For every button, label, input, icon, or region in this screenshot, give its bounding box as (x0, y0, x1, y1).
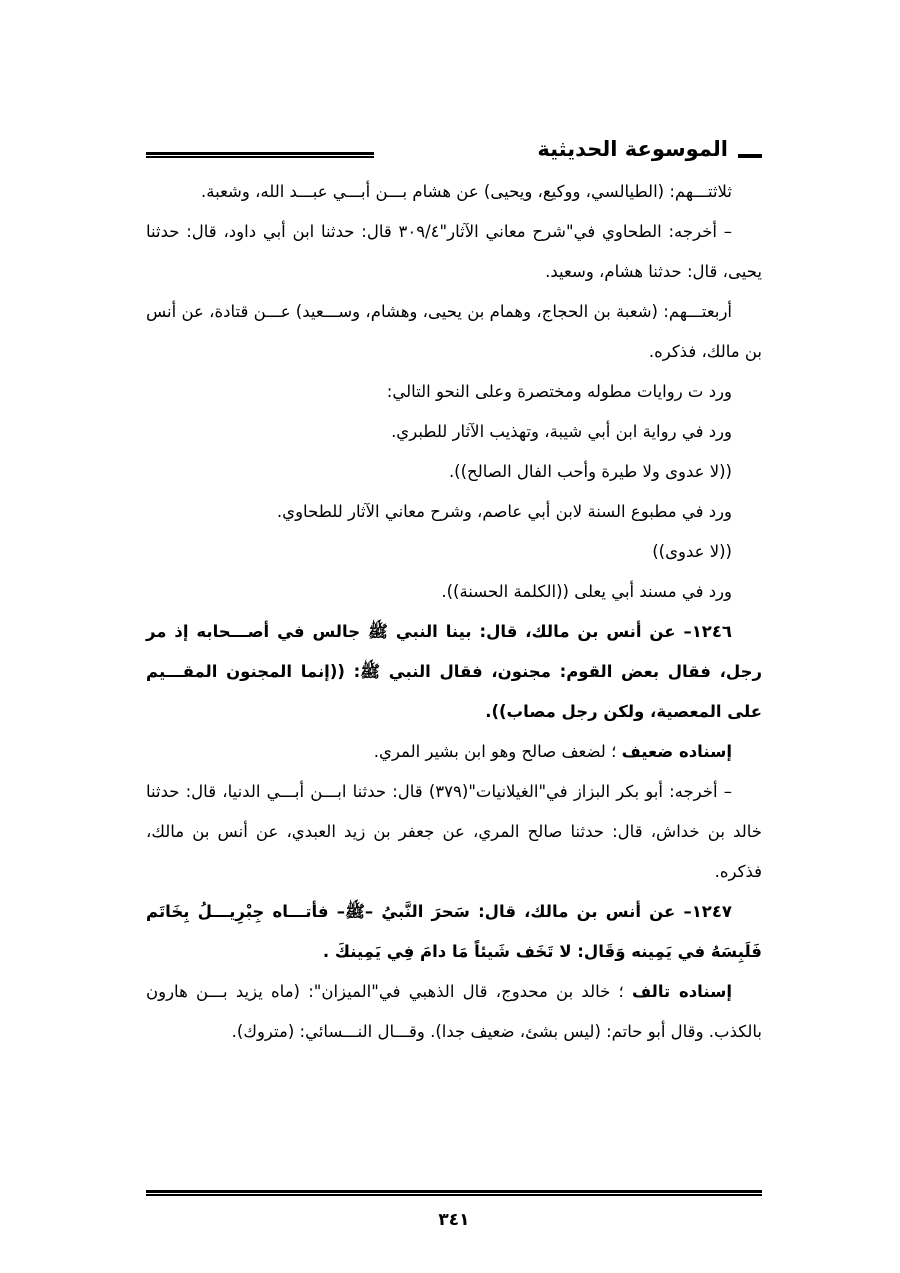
paragraph-grading-1247 (146, 972, 762, 1052)
paragraph-takhrij-tahawi: – أخرجه: الطحاوي في"شرح معاني الآثار"٣٠٩/٤ قال: حدثنا ابن أبي داود، قال: حدثنا يحيى، قال: حدثنا هشام، وسعيد. (146, 222, 762, 281)
grading-reason: ؛ خالد بن محدوج، قال الذهبي في"الميزان": (ماه يزيد بـــن هارون بالكذب. وقال أبو حاتم: (ليس بشئ، ضعيف جدا). وقـــال النـــسائي: (متروك). (146, 982, 762, 1041)
paragraph-narrators-four: أربعتـــهم: (شعبة بن الحجاج، وهمام بن يحيى، وهشام، وســـعيد) عـــن قتادة، عن أنس بن مالك، فذكره. (146, 302, 762, 361)
grading-label: إسناده ضعيف (621, 742, 732, 761)
paragraph-narrators-three: ثلاثتـــهم: (الطيالسي، ووكيع، ويحيى) عن هشام بـــن أبـــي عبـــد الله، وشعبة. (201, 182, 732, 201)
page-body (146, 172, 762, 1052)
grading-reason: ؛ لضعف صالح وهو ابن بشير المري. (373, 742, 622, 761)
hadith-1247: ١٢٤٧– عن أنس بن مالك، قال: سَحرَ النَّبيُ –ﷺ– فأتـــاه جِبْرِيـــلُ بِخَاتَم فَلَبِسَهُ في يَمِينه وَقَال: لا تَخَف شَيئاً مَا دامَ فِي يَمِينكَ . (146, 902, 762, 961)
paragraph-versions-intro: ورد ت روايات مطوله ومختصرة وعلى النحو التالي: (386, 382, 732, 401)
paragraph-version-ibn-abi-shaybah: ورد في رواية ابن أبي شيبة، وتهذيب الآثار للطبري. (391, 422, 732, 441)
hadith-1246: ١٢٤٦– عن أنس بن مالك، قال: بينا النبي ﷺ جالس في أصـــحابه إذ مر رجل، فقال بعض القوم: مجنون، فقال النبي ﷺ: ((إنما المجنون المقـــيم على المعصية، ولكن رجل مصاب)). (146, 622, 762, 721)
paragraph-hadith-text-1: ((لا عدوى ولا طيرة وأحب الفال الصالح)). (448, 462, 732, 481)
paragraph-version-abi-yala: ورد في مسند أبي يعلى ((الكلمة الحسنة)). (441, 582, 732, 601)
paragraph-grading-1246 (146, 732, 762, 772)
page-header (146, 132, 762, 172)
grading-label: إسناده تالف (632, 982, 732, 1001)
footer-double-rule (146, 1190, 762, 1196)
header-title: الموسوعة الحديثية (537, 137, 728, 161)
header-double-rule (146, 152, 374, 158)
paragraph-takhrij-bazzaz: – أخرجه: أبو بكر البزاز في"الغيلانيات"(٣٧٩) قال: حدثنا ابـــن أبـــي الدنيا، قال: حدثنا خالد بن خداش، قال: حدثنا صالح المري، عن جعفر بن زيد العبدي، عن أنس بن مالك، فذكره. (146, 782, 762, 881)
paragraph-version-ibn-abi-asim: ورد في مطبوع السنة لابن أبي عاصم، وشرح معاني الآثار للطحاوي. (276, 502, 732, 521)
paragraph-hadith-text-2: ((لا عدوى)) (652, 542, 732, 561)
header-rule-right (738, 154, 762, 158)
page-number: ٣٤١ (438, 1210, 470, 1230)
